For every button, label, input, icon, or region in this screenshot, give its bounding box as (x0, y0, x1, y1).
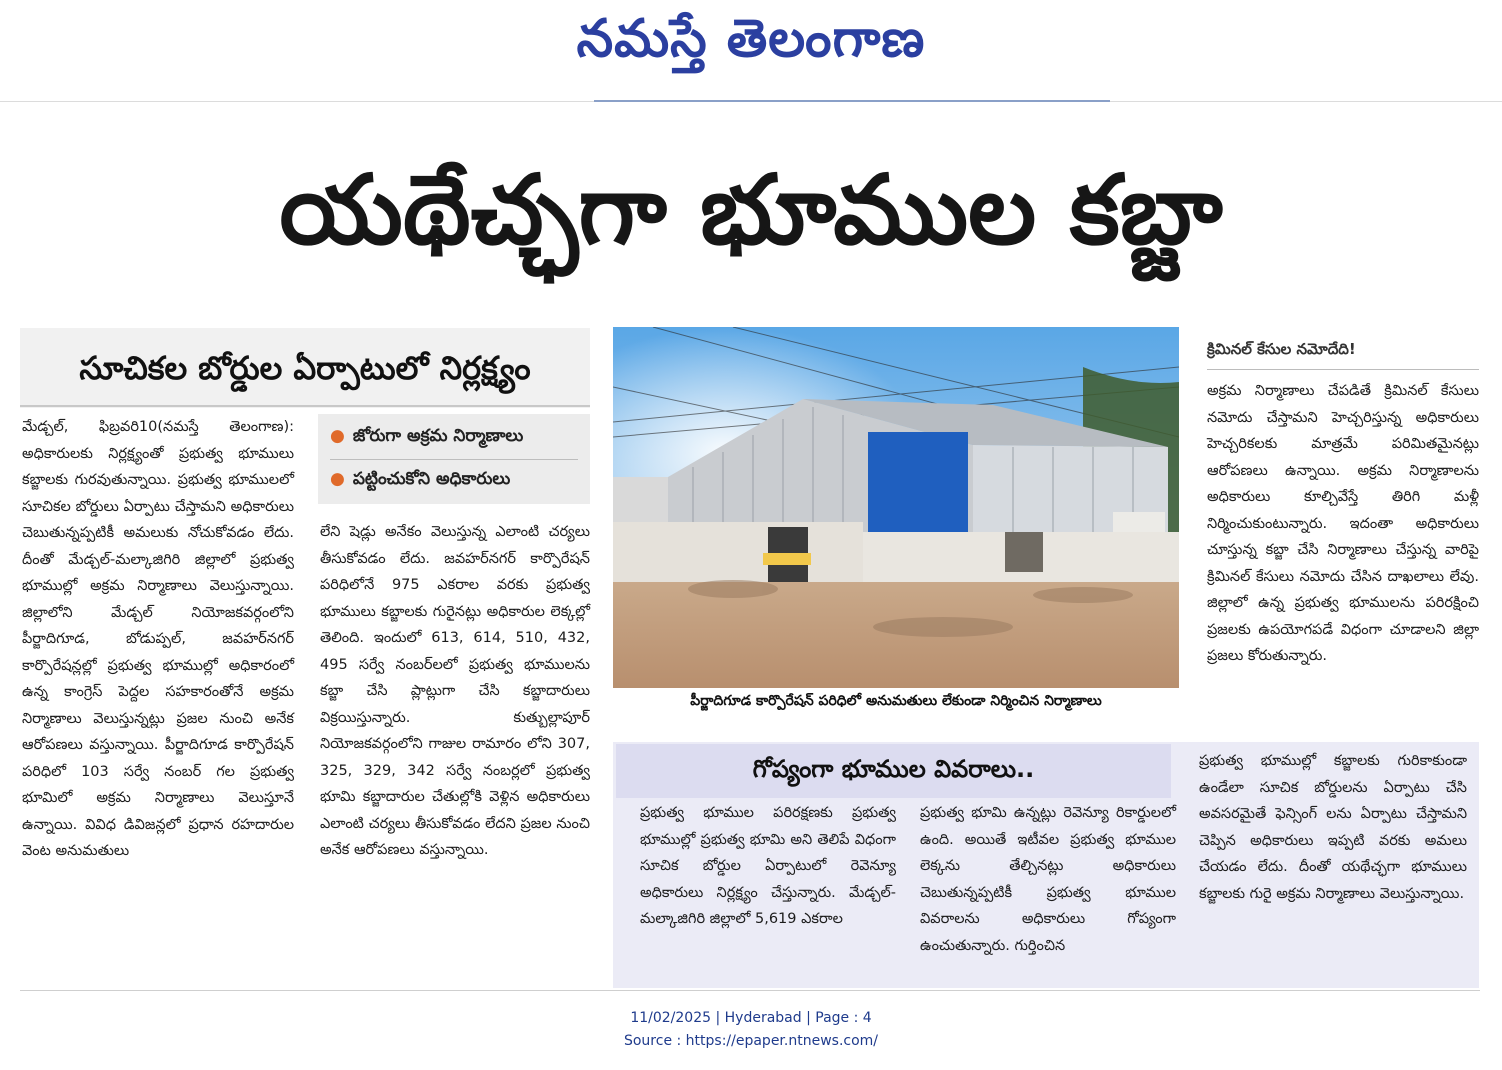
box-column-2: ప్రభుత్వ భూమి ఉన్నట్లు రెవెన్యూ రికార్డులలో ఉంది. అయితే ఇటీవల ప్రభుత్వ భూముల లెక్కను తేల్చినట్లు అధికారులు చెబుతున్నప్పటికీ ప్రభుత్వ భూముల వివరాలను అధికారులు గోప్యంగా ఉంచుతున్నారు. గుర్తించిన (920, 805, 1176, 954)
photo-caption: పీర్జాదిగూడ కార్పొరేషన్ పరిధిలో అనుమతులు లేకుండా నిర్మించిన నిర్మాణాలు (690, 693, 1102, 709)
pull-quote-2-text: పట్టించుకోని అధికారులు (352, 469, 511, 489)
sidebar-text: అక్రమ నిర్మాణాలు చేపడితే క్రిమినల్ కేసులు నమోదు చేస్తామని హెచ్చరిస్తున్న అధికారులు హెచ్చరికలకు మాత్రమే పరిమితమైనట్లు ఆరోపణలు ఉన్నాయి. అక్రమ నిర్మాణాలను అధికారులు కూల్చివేస్తే తిరిగి మళ్లీ నిర్మించుకుంటున్నారు. ఇదంతా అధికారులు చూస్తున్న కబ్జా చేసి నిర్మాణాలు చేస్తున్న వారిపై క్రిమినల్ కేసులు నమోదు చేసిన దాఖలాలు లేవు. జిల్లాలో ఉన్న ప్రభుత్వ భూములను పరిరక్షించి ప్రజలకు ఉపయోగపడే విధంగా చూడాలని జిల్లా ప్రజలు కోరుతున్నారు. (1207, 383, 1479, 664)
pull-quote-divider (330, 459, 578, 460)
footer-source[interactable]: Source : https://epaper.ntnews.com/ (623, 1033, 879, 1049)
subhead-rule (20, 405, 590, 407)
bullet-icon: ● (330, 469, 345, 489)
subhead: సూచికల బోర్డుల ఏర్పాటులో నిర్లక్ష్యం (79, 349, 531, 387)
pull-quote-1 (330, 426, 523, 450)
pull-quote-box (318, 414, 590, 504)
article-column-1: మేడ్చల్, ఫిబ్రవరి10(నమస్తే తెలంగాణ): అధికారులకు నిర్లక్ష్యంతో ప్రభుత్వ భూములు కబ్జాలకు గురవుతున్నాయి. ప్రభుత్వ భూములలో సూచికల బోర్డులు ఏర్పాటు చేస్తామని అధికారులు చెబుతున్నప్పటికీ అమలుకు నోచుకోవడం లేదు. దీంతో మేడ్చల్-మల్కాజిగిరి జిల్లాలో ప్రభుత్వ భూముల్లో అక్రమ నిర్మాణాలు వెలుస్తున్నాయి. జిల్లాలోని మేడ్చల్ నియోజకవర్గంలోని పీర్జాదిగూడ, బోడుప్పల్, జవహర్‌నగర్ కార్పొరేషన్లల్లో ప్రభుత్వ భూముల్లో అధికారంలో ఉన్న కాంగ్రెస్ పెద్దల సహకారంతోనే అక్రమ నిర్మాణాలు వెలుస్తున్నట్లు ప్రజల నుంచి అనేక ఆరోపణలు వస్తున్నాయి. పీర్జాదిగూడ కార్పొరేషన్ పరిధిలో 103 సర్వే నంబర్ గల ప్రభుత్వ భూమిలో అక్రమ నిర్మాణాలు వెలుస్తూనే ఉన్నాయి. వివిధ డివిజన్లలో ప్రధాన రహదారుల వెంట అనుమతులు (22, 419, 294, 859)
box-column-3: ప్రభుత్వ భూముల్లో కబ్జాలకు గురికాకుండా ఉండేలా సూచిక బోర్డులను ఏర్పాటు చేసి అవసరమైతే ఫెన్సింగ్ లను ఏర్పాటు చేస్తామని చెప్పిన అధికారులు ఇప్పటి వరకు అమలు చేయడం లేదు. దీంతో యథేచ్ఛగా భూములు కబ్జాలకు గురై అక్రమ నిర్మాణాలు వెలుస్తున్నాయి. (1199, 753, 1467, 902)
box-title: గోప్యంగా భూముల వివరాలు.. (752, 755, 1035, 783)
sidebar-heading-rule (1207, 369, 1479, 370)
sidebar-heading: క్రిమినల్ కేసుల నమోదేది! (1207, 340, 1356, 358)
bottom-rule (20, 990, 1480, 991)
news-photo-shed (613, 327, 1179, 688)
photo-illustration (613, 327, 1179, 688)
article-column-2: లేని షెడ్లు అనేకం వెలుస్తున్న ఎలాంటి చర్యలు తీసుకోవడం లేదు. జవహర్‌నగర్ కార్పొరేషన్ పరిధిలోనే 975 ఎకరాల వరకు ప్రభుత్వ భూములు కబ్జాలకు గురైనట్లు అధికారుల లెక్కల్లో తెలింది. ఇందులో 613, 614, 510, 432, 495 సర్వే నంబర్‌లలో ప్రభుత్వ భూములను కబ్జా చేసి ప్లాట్లుగా చేసి కబ్జాదారులు విక్రయిస్తున్నారు. కుత్బుల్లాపూర్ నియోజకవర్గంలోని గాజుల రామారం లోని 307, 325, 329, 342 సర్వే నంబర్లలో ప్రభుత్వ భూమి కబ్జాదారుల చేతుల్లోకి వెళ్లిన అధికారులు ఎలాంటి చర్యలు తీసుకోవడం లేదని ప్రజల నుంచి అనేక ఆరోపణలు వస్తున్నాయి. (320, 524, 590, 858)
masthead-accent-rule (594, 100, 1110, 102)
bullet-icon: ● (330, 426, 345, 446)
footer-dateline: 11/02/2025 | Hyderabad | Page : 4 (630, 1010, 872, 1026)
masthead-logo: నమస్తే తెలంగాణ (576, 8, 926, 69)
pull-quote-1-text: జోరుగా అక్రమ నిర్మాణాలు (352, 426, 524, 446)
headline: యథేచ్ఛగా భూముల కబ్జా (279, 154, 1223, 266)
box-column-1: ప్రభుత్వ భూముల పరిరక్షణకు ప్రభుత్వ భూముల్లో ప్రభుత్వ భూమి అని తెలిపే విధంగా సూచిక బోర్డుల ఏర్పాటులో రెవెన్యూ అధికారులు నిర్లక్ష్యం చేస్తున్నారు. మేడ్చల్-మల్కాజిగిరి జిల్లాలో 5,619 ఎకరాల (640, 805, 896, 927)
pull-quote-2 (330, 469, 510, 493)
